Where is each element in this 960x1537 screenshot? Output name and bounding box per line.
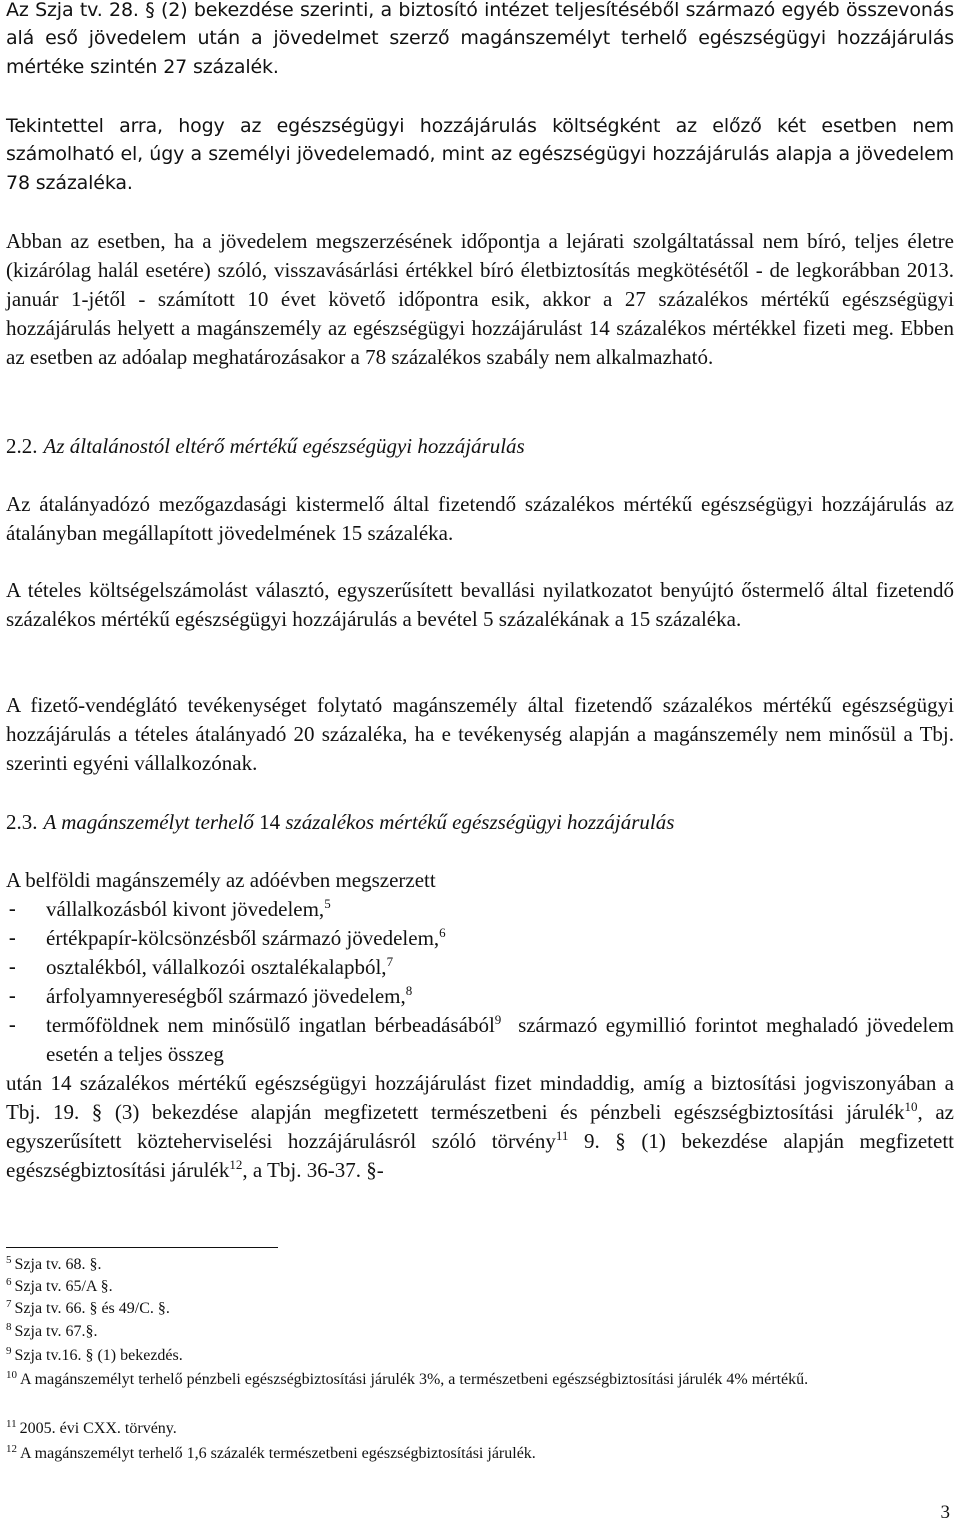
- section-title-part-c: százalékos mértékű egészségügyi hozzájárulás: [285, 810, 675, 834]
- footnote-ref: 9: [494, 1012, 502, 1028]
- list-item: [6, 895, 954, 924]
- list-item-text: termőföldnek nem minősülő ingatlan bérbeadásából: [46, 1013, 495, 1037]
- footnote-ref: 10: [904, 1099, 918, 1115]
- footnote-text: Szja tv. 67.§.: [14, 1323, 98, 1340]
- income-type-list: [6, 895, 954, 1069]
- footnote-text: Szja tv. 65/A §.: [14, 1278, 113, 1295]
- list-item: [6, 953, 954, 982]
- list-dash: -: [6, 926, 19, 950]
- paragraph-part-a: Abban az esetben, ha a jövedelem megszerzésének időpontja a lejárati szolgáltatással nem bíró, teljes életre (kizárólag halál esetére) szóló, visszavásárlási értékkel bíró életbiztosítás megkötésétől - de legkorábban 2013.: [6, 229, 954, 282]
- footnote-ref: 12: [229, 1157, 243, 1173]
- footnote: [6, 1369, 954, 1390]
- list-dash: -: [6, 984, 19, 1008]
- list-item: [6, 1011, 954, 1069]
- paragraph-life-insurance-exception: [6, 227, 954, 372]
- footnote-text: A magánszemélyt terhelő pénzbeli egészségbiztosítási járulék 3%, a természetbeni egészségbiztosítási járulék 4% mértékű.: [20, 1371, 809, 1388]
- footnote-text: Szja tv. 68. §.: [14, 1256, 102, 1273]
- footnote-ref: 6: [439, 925, 446, 941]
- footnote-ref: 11: [555, 1128, 569, 1144]
- list-item-text-continued: származó egymillió forintot meghaladó jövedelem esetén a teljes összeg: [46, 1013, 954, 1066]
- footnote-ref: 8: [405, 983, 413, 999]
- footnote-number: 12: [6, 1442, 17, 1455]
- footnote: [6, 1298, 954, 1319]
- list-dash: -: [6, 1013, 19, 1037]
- footnote-text: 2005. évi CXX. törvény.: [19, 1420, 177, 1437]
- paragraph-primary-producer: A tételes költségelszámolást választó, egyszerűsített bevallási nyilatkozatot benyújtó őstermelő által fizetendő százalékos mértékű egészségügyi hozzájárulás a bevétel 5 százalékának a 15 százaléka.: [6, 578, 954, 631]
- section-heading-2-2: [6, 432, 525, 461]
- footnote-text: Szja tv. 66. § és 49/C. §.: [14, 1300, 170, 1317]
- footnote: [6, 1443, 954, 1464]
- list-item: [6, 924, 954, 953]
- footnote: [6, 1418, 954, 1439]
- section-title-part-b: 14: [259, 810, 281, 834]
- footnote-text: Szja tv.16. § (1) bekezdés.: [14, 1347, 183, 1364]
- footnote: [6, 1276, 954, 1297]
- list-item-text: osztalékból, vállalkozói osztalékalapból,: [46, 955, 387, 979]
- paragraph-ehd-27-insurance: Az Szja tv. 28. § (2) bekezdése szerinti, a biztosító intézet teljesítéséből származó egyéb összevonás alá eső jövedelem után a jövedelmet szerző magánszemélyt terhelő egészségügyi hozzájárulás mértéke szintén 27 százalék.: [6, 0, 954, 78]
- paragraph-flat-rate-farmer: Az átalányadózó mezőgazdasági kistermelő által fizetendő százalékos mértékű egészségügyi hozzájárulás az átalányban megállapított jövedelmének 15 százaléka.: [6, 492, 954, 545]
- section-title-part-a: A magánszemélyt terhelő: [43, 810, 254, 834]
- section-number: 2.3.: [6, 810, 38, 834]
- footnote-number: 7: [6, 1297, 12, 1310]
- footnote-number: 8: [6, 1320, 12, 1333]
- closing-text-2: , az egyszerűsített közteherviselési hozzájárulásról szóló törvény: [6, 1100, 954, 1153]
- closing-text-1: után 14 százalékos mértékű egészségügyi hozzájárulást fizet mindaddig, amíg a biztosítási jogviszonyában a Tbj. 19. § (3) bekezdése alapján megfizetett természetbeni és pénzbeli egészségbiztosítási járulék: [6, 1071, 954, 1124]
- footnote: [6, 1345, 954, 1366]
- footnote-number: 5: [6, 1253, 12, 1266]
- footnote-number: 6: [6, 1275, 12, 1288]
- closing-text-3: 9. § (1) bekezdése alapján megfizetett egészségbiztosítási járulék: [6, 1129, 955, 1182]
- paragraph-closing: [6, 1069, 954, 1185]
- footnote-number: 11: [6, 1417, 17, 1430]
- footnote-ref: 7: [386, 954, 394, 970]
- list-item: [6, 982, 954, 1011]
- footnote-text: A magánszemélyt terhelő 1,6 százalék természetbeni egészségbiztosítási járulék.: [20, 1445, 536, 1462]
- paragraph-list-intro: A belföldi magánszemély az adóévben megszerzett: [6, 868, 436, 892]
- footnote-number: 10: [6, 1368, 17, 1381]
- footnote-separator: [6, 1247, 278, 1248]
- list-item-text: árfolyamnyereségből származó jövedelem,: [46, 984, 406, 1008]
- list-item-text: vállalkozásból kivont jövedelem,: [46, 897, 325, 921]
- list-dash: -: [6, 955, 19, 979]
- paragraph-host-catering: A fizető-vendéglátó tevékenységet folytató magánszemély által fizetendő százalékos mértékű egészségügyi hozzájárulás a tételes átalányadó 20 százaléka, ha e tevékenység alapján a magánszemély nem minősül a Tbj. szerinti egyéni vállalkozónak.: [6, 693, 954, 775]
- footnote-ref: 5: [324, 896, 331, 912]
- footnote-number: 9: [6, 1344, 12, 1357]
- list-item-text: értékpapír-kölcsönzésből származó jövedelem,: [46, 926, 440, 950]
- footnote: [6, 1321, 954, 1342]
- section-number: 2.2.: [6, 434, 38, 458]
- paragraph-cost-deduction: Tekintettel arra, hogy az egészségügyi hozzájárulás költségként az előző két esetben nem számolható el, úgy a személyi jövedelemadó, mint az egészségügyi hozzájárulás alapja a jövedelem 78 százaléka.: [6, 115, 954, 194]
- paragraph-part-b: január 1-jétől - számított 10 évet követő időpontra esik, akkor a 27 százalékos mértékű egészségügyi hozzájárulás helyett a magánszemély az egészségügyi hozzájárulást 14 százalékos mértékkel fizeti meg. Ebben az esetben az adóalap meghatározásakor a 78 százalékos szabály nem alkalmazható.: [6, 287, 954, 369]
- footnote: [6, 1254, 954, 1275]
- closing-text-4: , a Tbj. 36-37. §-: [242, 1158, 384, 1182]
- page-number: 3: [940, 1502, 950, 1523]
- section-heading-2-3: [6, 808, 674, 837]
- list-dash: -: [6, 897, 19, 921]
- section-title: Az általánostól eltérő mértékű egészségügyi hozzájárulás: [43, 434, 525, 458]
